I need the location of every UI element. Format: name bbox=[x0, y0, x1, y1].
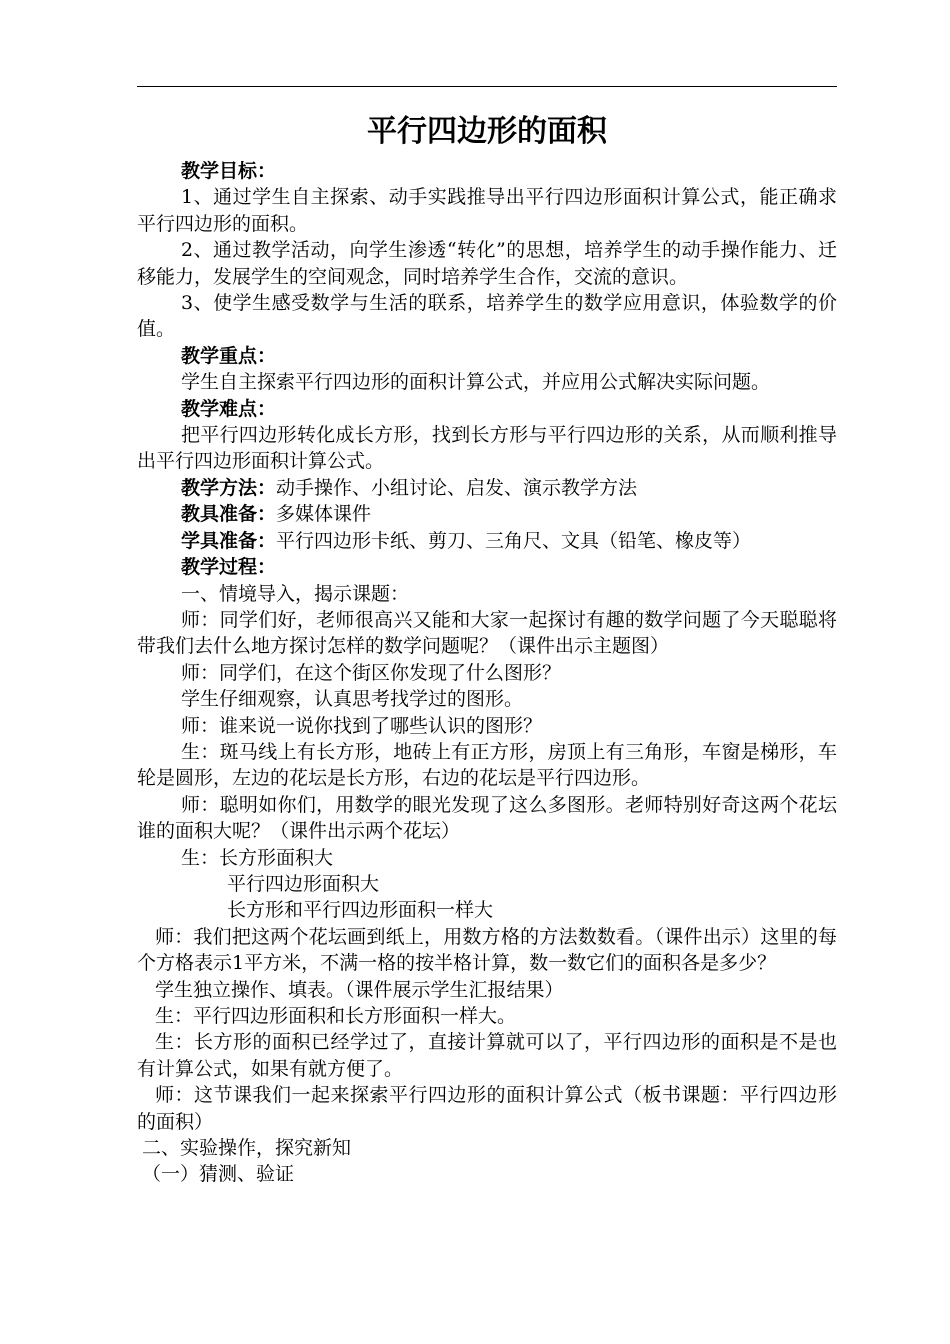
paragraph bbox=[137, 1082, 837, 1135]
paragraph bbox=[137, 660, 837, 686]
paragraph bbox=[137, 158, 837, 184]
paragraph-text: 多媒体课件 bbox=[276, 503, 372, 526]
paragraph bbox=[137, 1135, 837, 1161]
paragraph bbox=[137, 528, 837, 554]
paragraph-text: 平行四边形卡纸、剪刀、三角尺、文具（铅笔、橡皮等） bbox=[276, 529, 752, 552]
paragraph bbox=[137, 739, 837, 792]
paragraph-text: 生：斑马线上有长方形，地砖上有正方形，房顶上有三角形，车窗是梯形，车轮是圆形，左边的花坛是长方形，右边的花坛是平行四边形。 bbox=[137, 740, 837, 790]
section-label: 教学目标： bbox=[181, 160, 277, 182]
paragraph-text: 师：这节课我们一起来探索平行四边形的面积计算公式（板书课题：平行四边形的面积） bbox=[137, 1084, 837, 1133]
paragraph-text: 学生独立操作、填表。（课件展示学生汇报结果） bbox=[155, 978, 564, 1001]
section-label: 学具准备： bbox=[181, 529, 277, 552]
paragraph bbox=[137, 581, 837, 607]
paragraph bbox=[137, 422, 837, 475]
paragraph-text: 生：长方形的面积已经学过了，直接计算就可以了，平行四边形的面积是不是也有计算公式，如果有就方便了。 bbox=[137, 1031, 837, 1080]
paragraph bbox=[137, 343, 837, 369]
paragraph-text: 二、实验操作，探究新知 bbox=[142, 1137, 352, 1160]
document-body bbox=[137, 158, 837, 1188]
document-title: 平行四边形的面积 bbox=[367, 114, 607, 149]
paragraph bbox=[137, 924, 837, 977]
section-label: 教学重点： bbox=[181, 344, 277, 367]
paragraph-text: 师：同学们，在这个街区你发现了什么图形？ bbox=[181, 661, 562, 684]
paragraph bbox=[137, 607, 837, 660]
paragraph bbox=[137, 1003, 837, 1029]
paragraph-text: 师：同学们好，老师很高兴又能和大家一起探讨有趣的数学问题了今天聪聪将带我们去什么地方探讨怎样的数学问题呢？（课件出示主题图） bbox=[137, 608, 837, 658]
paragraph bbox=[137, 977, 837, 1003]
paragraph bbox=[137, 501, 837, 527]
paragraph bbox=[137, 184, 837, 237]
paragraph-text: 学生自主探索平行四边形的面积计算公式，并应用公式解决实际问题。 bbox=[181, 371, 771, 394]
paragraph-text: 师：谁来说一说你找到了哪些认识的图形？ bbox=[181, 714, 543, 737]
paragraph bbox=[137, 1161, 837, 1187]
paragraph-text: 生：长方形面积大 bbox=[181, 846, 334, 869]
paragraph bbox=[137, 475, 837, 501]
paragraph bbox=[137, 396, 837, 422]
paragraph-text: 1、通过学生自主探索、动手实践推导出平行四边形面积计算公式，能正确求平行四边形的面积。 bbox=[137, 186, 837, 235]
header-rule bbox=[137, 86, 837, 87]
paragraph-text: 一、情境导入，揭示课题： bbox=[181, 582, 410, 605]
section-label: 教学难点： bbox=[181, 397, 277, 420]
paragraph bbox=[137, 369, 837, 395]
paragraph-text: 长方形和平行四边形面积一样大 bbox=[227, 899, 494, 922]
paragraph bbox=[137, 713, 837, 739]
paragraph bbox=[137, 845, 837, 871]
paragraph-text: 2、通过教学活动，向学生渗透“转化”的思想，培养学生的动手操作能力、迁移能力，发展学生的空间观念，同时培养学生合作，交流的意识。 bbox=[137, 239, 837, 288]
paragraph-text: 师：我们把这两个花坛画到纸上，用数方格的方法数数看。（课件出示）这里的每个方格表示1平方米，不满一格的按半格计算，数一数它们的面积各是多少？ bbox=[137, 925, 837, 975]
paragraph-text: 3、使学生感受数学与生活的联系，培养学生的数学应用意识，体验数学的价值。 bbox=[137, 292, 837, 341]
paragraph-text: 把平行四边形转化成长方形，找到长方形与平行四边形的关系，从而顺利推导出平行四边形面积计算公式。 bbox=[137, 424, 837, 473]
paragraph-text: 平行四边形面积大 bbox=[227, 872, 380, 895]
paragraph bbox=[137, 1029, 837, 1082]
paragraph-text: 生：平行四边形面积和长方形面积一样大。 bbox=[155, 1005, 517, 1027]
paragraph bbox=[137, 792, 837, 845]
paragraph bbox=[137, 237, 837, 290]
paragraph-text: （一）猜测、验证 bbox=[142, 1163, 295, 1186]
paragraph bbox=[137, 871, 837, 897]
paragraph-text: 学生仔细观察，认真思考找学过的图形。 bbox=[181, 688, 524, 711]
paragraph bbox=[137, 686, 837, 712]
section-label: 教学过程： bbox=[181, 556, 277, 579]
paragraph bbox=[137, 290, 837, 343]
paragraph bbox=[137, 554, 837, 580]
section-label: 教具准备： bbox=[181, 503, 277, 526]
paragraph bbox=[137, 897, 837, 923]
paragraph-text: 动手操作、小组讨论、启发、演示教学方法 bbox=[276, 476, 638, 499]
section-label: 教学方法： bbox=[181, 476, 277, 499]
paragraph-text: 师：聪明如你们，用数学的眼光发现了这么多图形。老师特别好奇这两个花坛谁的面积大呢？（课件出示两个花坛） bbox=[137, 793, 837, 843]
document-page bbox=[137, 110, 837, 1188]
